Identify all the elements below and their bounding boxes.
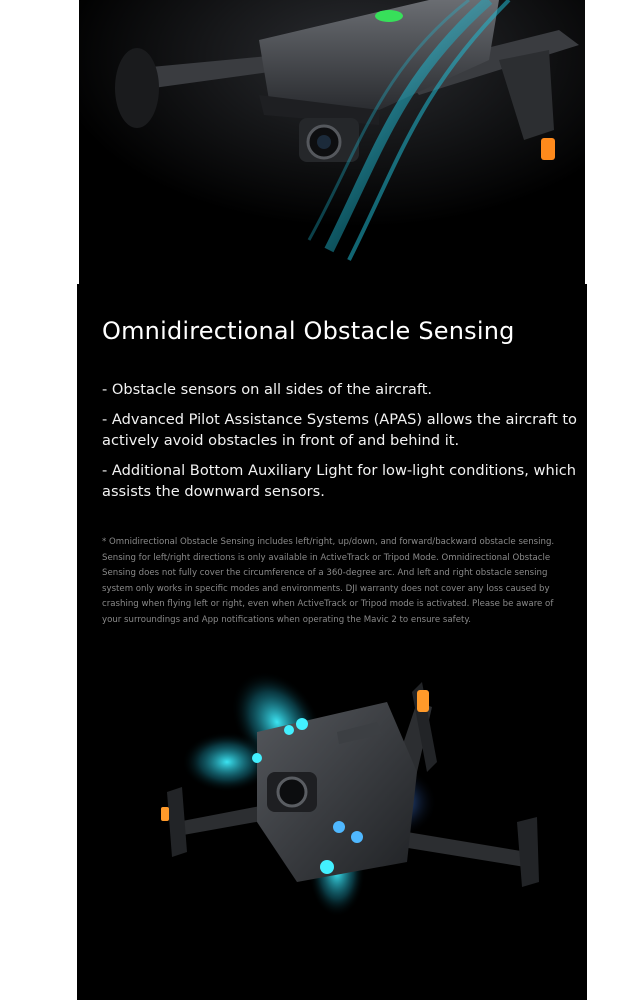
drone-bottom-illustration xyxy=(77,662,587,1000)
feature-item: - Advanced Pilot Assistance Systems (APAS) allows the aircraft to actively avoid obstacles in front of and behind it. xyxy=(102,411,577,449)
disclaimer-footnote: * Omnidirectional Obstacle Sensing includes left/right, up/down, and forward/backward obstacle sensing. Sensing for left/right directions is only available in ActiveTrack or Tripod Mode. Omnidirectional Obstacle Sensing does not fully cover the circumference of a 360-degree arc. And left and right obstacle sensing system only works in specific modes and environments. DJI warranty does not cover any loss caused by crashing when flying left or right, even when ActiveTrack or Tripod mode is activated. Please be aware of your surroundings and App notifications when operating the Mavic 2 to ensure safety. xyxy=(102,537,555,625)
hero-image-top xyxy=(79,0,585,284)
feature-item: - Additional Bottom Auxiliary Light for low-light conditions, which assists the downward sensors. xyxy=(102,462,577,500)
feature-item: - Obstacle sensors on all sides of the aircraft. xyxy=(102,381,433,398)
feature-list xyxy=(102,379,577,511)
section-title: Omnidirectional Obstacle Sensing xyxy=(102,317,515,345)
feature-section xyxy=(77,284,587,1000)
drone-top-illustration xyxy=(79,0,585,284)
hero-image-bottom xyxy=(77,662,587,1000)
